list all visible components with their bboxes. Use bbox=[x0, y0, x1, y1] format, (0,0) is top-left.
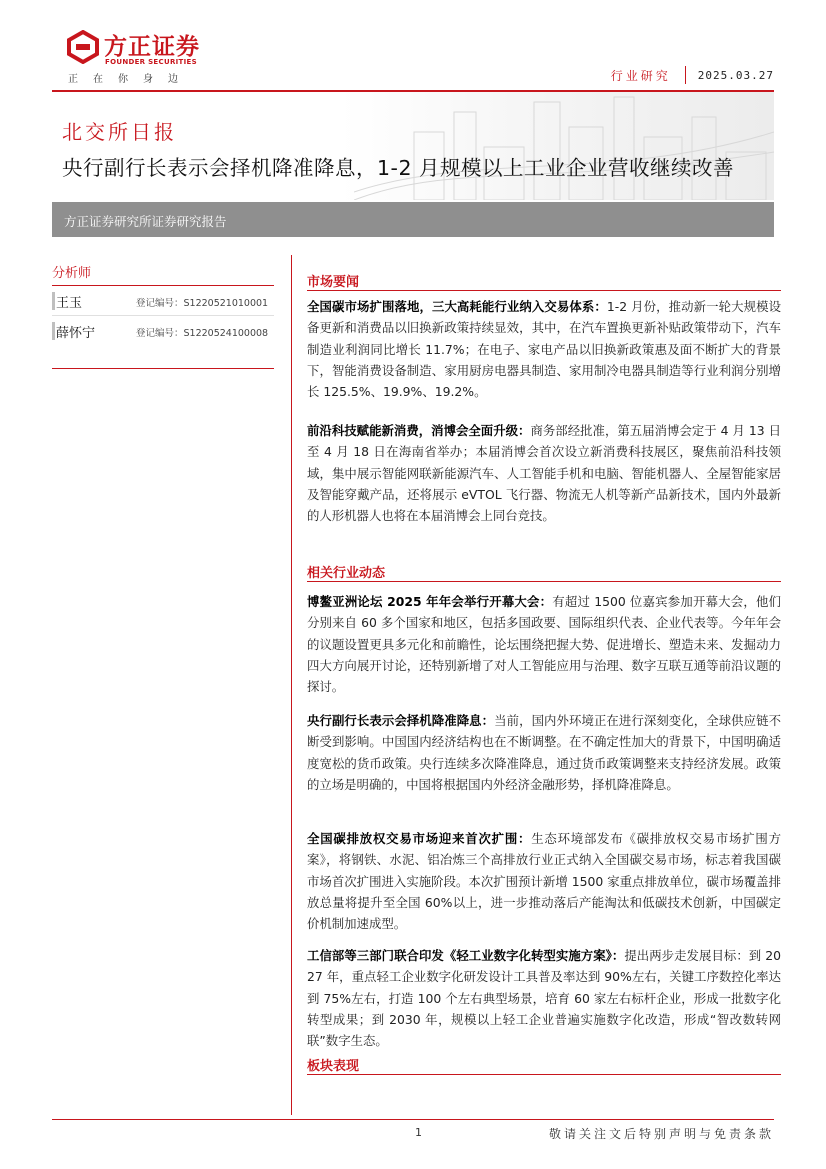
news-paragraph bbox=[307, 828, 781, 934]
report-type: 行业研究 bbox=[610, 68, 671, 83]
news-paragraph bbox=[307, 710, 781, 795]
paragraph-text: 生态环境部发布《碳排放权交易市场扩围方案》，将钢铁、水泥、铝冶炼三个高排放行业正式纳入全国碳交易市场，标志着我国碳市场首次扩围进入实施阶段。本次扩围预计新增 1500 家重点排放单位，碳市场覆盖排放总量将提升至全国 60%以上，进一步推动落后产能淘汰和低碳技术创新，中国碳定价机制加速成型。 bbox=[307, 831, 782, 932]
analyst-rule bbox=[52, 285, 274, 286]
paragraph-text: 有超过 1500 位嘉宾参加开幕大会，他们分别来自 60 多个国家和地区，包括多国政要、国际组织代表、企业代表等。今年年会的议题设置更具多元化和前瞻性，论坛围绕把握大势、促进增长、塑造未来、发掘动力四大方向展开讨论，还特别新增了对人工智能应用与治理、数字互联互通等前沿议题的探讨。 bbox=[307, 594, 781, 695]
paragraph-lead: 工信部等三部门联合印发《轻工业数字化转型实施方案》： bbox=[307, 948, 625, 963]
institution-bar bbox=[52, 202, 774, 237]
header-separator bbox=[685, 66, 686, 84]
report-series: 北交所日报 bbox=[62, 120, 177, 144]
analyst-divider bbox=[52, 315, 274, 316]
analyst-marker bbox=[52, 322, 55, 340]
report-title: 央行副行长表示会择机降准降息，1-2 月规模以上工业企业营收继续改善 bbox=[62, 156, 734, 180]
analyst-heading: 分析师 bbox=[52, 266, 92, 281]
analyst-name: 王玉 bbox=[56, 296, 83, 311]
section-rule bbox=[307, 290, 781, 291]
paragraph-text: 1-2 月份，推动新一轮大规模设备更新和消费品以旧换新政策持续显效，其中，在汽车置换更新补贴政策带动下，汽车制造业利润同比增长 11.7%；在电子、家电产品以旧换新政策惠及面不断扩大的背景下，智能消费设备制造、家用厨房电器具制造、家用制冷电器具制造等行业利润分别增长 125.5%、19.9%、19.2%。 bbox=[307, 299, 781, 400]
paragraph-lead: 博鳌亚洲论坛 2025 年年会举行开幕大会： bbox=[307, 594, 553, 609]
paragraph-text: 当前，国内外环境正在进行深刻变化，全球供应链不断受到影响。中国国内经济结构也在不断调整。在不确定性加大的背景下，中国明确适度宽松的货币政策。央行连续多次降准降息，通过货币政策调整来支持经济发展。政策的立场是明确的，中国将根据国内外经济金融形势，择机降准降息。 bbox=[307, 713, 782, 792]
brand-slogan: 正在你身边 bbox=[68, 74, 193, 85]
section-title-industry: 相关行业动态 bbox=[307, 566, 386, 581]
paragraph-lead: 央行副行长表示会择机降准降息： bbox=[307, 713, 495, 728]
analyst-rule-bottom bbox=[52, 368, 274, 369]
analyst-registration: 登记编号：S1220521010001 bbox=[136, 298, 269, 309]
footer-disclaimer: 敬请关注文后特别声明与免责条款 bbox=[548, 1127, 774, 1141]
founder-logo-icon bbox=[66, 30, 100, 64]
report-date: 2025.03.27 bbox=[697, 68, 774, 82]
header-meta bbox=[611, 66, 774, 84]
paragraph-lead: 全国碳排放权交易市场迎来首次扩围： bbox=[307, 831, 532, 846]
analyst-name: 薛怀宁 bbox=[56, 326, 96, 341]
section-title-market-news: 市场要闻 bbox=[307, 275, 360, 290]
paragraph-text: 商务部经批准，第五届消博会定于 4 月 13 日至 4 月 18 日在海南省举办；本届消博会首次设立新消费科技展区，聚焦前沿科技领域，集中展示智能网联新能源汽车、人工智能手机和电脑、智能机器人、全屋智能家居及智能穿戴产品，还将展示 eVTOL 飞行器、物流无人机等新产品新技术，国内外最新的人形机器人也将在本届消博会上同台竞技。 bbox=[307, 423, 781, 524]
title-banner bbox=[52, 92, 774, 200]
city-skyline-decoration bbox=[354, 92, 774, 200]
paragraph-lead: 全国碳市场扩围落地，三大高耗能行业纳入交易体系： bbox=[307, 299, 607, 314]
news-paragraph bbox=[307, 945, 781, 1051]
analyst-registration: 登记编号：S1220524100008 bbox=[136, 328, 269, 339]
institution-name: 方正证券研究所证券研究报告 bbox=[64, 214, 227, 229]
section-rule bbox=[307, 581, 781, 582]
brand-name-cn: 方正证券 bbox=[104, 34, 200, 60]
brand-name-en: FOUNDER SECURITIES bbox=[105, 58, 197, 66]
footer-rule bbox=[52, 1119, 774, 1120]
analyst-marker bbox=[52, 292, 55, 310]
paragraph-text: 提出两步走发展目标：到 2027 年，重点轻工企业数字化研发设计工具普及率达到 90%左右，关键工序数控化率达到 75%左右，打造 100 个左右典型场景，培育 60 家左右标杆企业，形成一批数字化转型成果；到 2030 年，规模以上轻工企业普遍实施数字化改造，形成“智改数转网联”数字生态。 bbox=[307, 948, 781, 1049]
news-paragraph bbox=[307, 591, 781, 697]
analyst-entry bbox=[52, 317, 274, 345]
analyst-entry bbox=[52, 287, 274, 315]
paragraph-lead: 前沿科技赋能新消费，消博会全面升级： bbox=[307, 423, 531, 438]
section-title-sector: 板块表现 bbox=[307, 1059, 360, 1074]
news-paragraph bbox=[307, 420, 781, 526]
news-paragraph bbox=[307, 296, 781, 402]
column-divider bbox=[291, 255, 292, 1115]
section-rule bbox=[307, 1074, 781, 1075]
page-number: 1 bbox=[415, 1126, 422, 1139]
